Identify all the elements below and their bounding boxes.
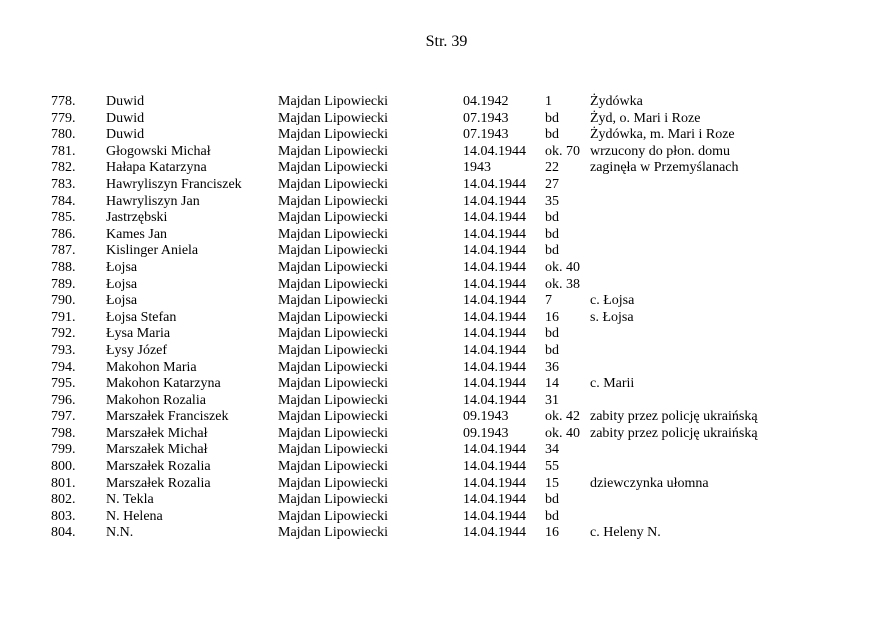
record-place: Majdan Lipowiecki — [278, 326, 389, 342]
table-row — [0, 426, 893, 443]
record-number: 795. — [51, 376, 76, 392]
record-name: Łojsa — [106, 276, 138, 292]
record-place: Majdan Lipowiecki — [278, 276, 389, 292]
record-age: 16 — [545, 525, 559, 541]
record-date: 14.04.1944 — [463, 359, 526, 375]
record-date: 14.04.1944 — [463, 210, 526, 226]
record-number: 791. — [51, 309, 76, 325]
record-place: Majdan Lipowiecki — [278, 127, 389, 143]
record-place: Majdan Lipowiecki — [278, 525, 389, 541]
record-age: 7 — [545, 293, 552, 309]
record-place: Majdan Lipowiecki — [278, 193, 389, 209]
record-name: Marszałek Michał — [106, 425, 208, 441]
record-name: Duwid — [106, 110, 145, 126]
table-row — [0, 144, 893, 161]
record-name: Łojsa Stefan — [106, 309, 177, 325]
record-number: 789. — [51, 276, 76, 292]
record-name: Marszałek Rozalia — [106, 475, 211, 491]
record-name: Marszałek Michał — [106, 442, 208, 458]
table-row — [0, 310, 893, 327]
records-list — [0, 94, 893, 542]
table-row — [0, 326, 893, 343]
record-number: 797. — [51, 409, 76, 425]
record-name: Duwid — [106, 94, 145, 109]
record-age: bd — [545, 110, 559, 126]
record-age: 31 — [545, 392, 559, 408]
record-name: Duwid — [106, 127, 145, 143]
record-age: ok. 38 — [545, 276, 580, 292]
record-name: Marszałek Rozalia — [106, 459, 211, 475]
record-name: Kames Jan — [106, 226, 168, 242]
table-row — [0, 127, 893, 144]
record-note: Żydówka, m. Mari i Roze — [590, 127, 735, 143]
record-age: 16 — [545, 309, 559, 325]
record-age: 36 — [545, 359, 559, 375]
record-date: 09.1943 — [463, 425, 509, 441]
record-number: 778. — [51, 94, 76, 109]
record-place: Majdan Lipowiecki — [278, 309, 389, 325]
record-date: 14.04.1944 — [463, 143, 526, 159]
record-name: Makohon Rozalia — [106, 392, 206, 408]
record-date: 14.04.1944 — [463, 475, 526, 491]
table-row — [0, 360, 893, 377]
record-number: 792. — [51, 326, 76, 342]
record-number: 800. — [51, 459, 76, 475]
record-date: 04.1942 — [463, 94, 509, 109]
record-number: 802. — [51, 492, 76, 508]
record-name: Makohon Maria — [106, 359, 197, 375]
record-note: zaginęła w Przemyślanach — [590, 160, 739, 176]
record-note: s. Łojsa — [590, 309, 634, 325]
record-age: 1 — [545, 94, 552, 109]
record-age: ok. 42 — [545, 409, 580, 425]
record-age: 27 — [545, 176, 559, 192]
record-date: 14.04.1944 — [463, 342, 526, 358]
record-name: N. Tekla — [106, 492, 154, 508]
record-number: 798. — [51, 425, 76, 441]
record-note: c. Łojsa — [590, 293, 635, 309]
record-date: 14.04.1944 — [463, 442, 526, 458]
record-number: 785. — [51, 210, 76, 226]
record-name: Łojsa — [106, 293, 138, 309]
record-age: 35 — [545, 193, 559, 209]
record-number: 780. — [51, 127, 76, 143]
table-row — [0, 94, 893, 111]
record-place: Majdan Lipowiecki — [278, 508, 389, 524]
record-name: Łysy Józef — [106, 342, 168, 358]
table-row — [0, 160, 893, 177]
table-row — [0, 476, 893, 493]
record-date: 14.04.1944 — [463, 226, 526, 242]
record-date: 14.04.1944 — [463, 392, 526, 408]
record-place: Majdan Lipowiecki — [278, 259, 389, 275]
table-row — [0, 376, 893, 393]
record-place: Majdan Lipowiecki — [278, 210, 389, 226]
record-note: Żyd, o. Mari i Roze — [590, 110, 701, 126]
record-date: 14.04.1944 — [463, 293, 526, 309]
record-age: ok. 40 — [545, 425, 580, 441]
record-number: 788. — [51, 259, 76, 275]
record-note: Żydówka — [590, 94, 643, 109]
record-age: bd — [545, 492, 559, 508]
table-row — [0, 393, 893, 410]
table-row — [0, 525, 893, 542]
record-place: Majdan Lipowiecki — [278, 409, 389, 425]
record-number: 790. — [51, 293, 76, 309]
table-row — [0, 442, 893, 459]
record-number: 783. — [51, 176, 76, 192]
record-number: 803. — [51, 508, 76, 524]
record-number: 786. — [51, 226, 76, 242]
record-place: Majdan Lipowiecki — [278, 243, 389, 259]
record-date: 14.04.1944 — [463, 326, 526, 342]
record-date: 07.1943 — [463, 110, 509, 126]
table-row — [0, 177, 893, 194]
record-place: Majdan Lipowiecki — [278, 492, 389, 508]
record-number: 794. — [51, 359, 76, 375]
record-number: 799. — [51, 442, 76, 458]
record-place: Majdan Lipowiecki — [278, 160, 389, 176]
record-date: 14.04.1944 — [463, 459, 526, 475]
record-number: 796. — [51, 392, 76, 408]
record-place: Majdan Lipowiecki — [278, 342, 389, 358]
record-date: 14.04.1944 — [463, 376, 526, 392]
record-date: 14.04.1944 — [463, 276, 526, 292]
record-place: Majdan Lipowiecki — [278, 459, 389, 475]
record-place: Majdan Lipowiecki — [278, 376, 389, 392]
table-row — [0, 210, 893, 227]
record-age: bd — [545, 210, 559, 226]
table-row — [0, 492, 893, 509]
record-date: 14.04.1944 — [463, 243, 526, 259]
record-age: 15 — [545, 475, 559, 491]
table-row — [0, 227, 893, 244]
record-age: 14 — [545, 376, 559, 392]
record-number: 784. — [51, 193, 76, 209]
record-note: c. Marii — [590, 376, 635, 392]
record-age: bd — [545, 326, 559, 342]
table-row — [0, 293, 893, 310]
record-note: zabity przez policję ukraińską — [590, 409, 758, 425]
record-note: dziewczynka ułomna — [590, 475, 709, 491]
record-number: 782. — [51, 160, 76, 176]
table-row — [0, 509, 893, 526]
record-place: Majdan Lipowiecki — [278, 425, 389, 441]
record-age: 34 — [545, 442, 559, 458]
table-row — [0, 194, 893, 211]
record-name: N.N. — [106, 525, 134, 541]
record-place: Majdan Lipowiecki — [278, 475, 389, 491]
record-age: bd — [545, 127, 559, 143]
record-age: 55 — [545, 459, 559, 475]
record-place: Majdan Lipowiecki — [278, 392, 389, 408]
table-row — [0, 459, 893, 476]
record-name: Marszałek Franciszek — [106, 409, 229, 425]
record-place: Majdan Lipowiecki — [278, 359, 389, 375]
record-age: ok. 70 — [545, 143, 580, 159]
record-date: 14.04.1944 — [463, 259, 526, 275]
record-name: Hawryliszyn Jan — [106, 193, 200, 209]
record-date: 14.04.1944 — [463, 492, 526, 508]
table-row — [0, 243, 893, 260]
record-name: Jastrzębski — [106, 210, 168, 226]
table-row — [0, 409, 893, 426]
record-number: 787. — [51, 243, 76, 259]
record-place: Majdan Lipowiecki — [278, 176, 389, 192]
record-name: Głogowski Michał — [106, 143, 211, 159]
record-number: 804. — [51, 525, 76, 541]
record-name: Łysa Maria — [106, 326, 171, 342]
record-date: 1943 — [463, 160, 491, 176]
record-place: Majdan Lipowiecki — [278, 94, 389, 109]
record-note: zabity przez policję ukraińską — [590, 425, 758, 441]
record-name: Łojsa — [106, 259, 138, 275]
record-date: 14.04.1944 — [463, 309, 526, 325]
record-place: Majdan Lipowiecki — [278, 110, 389, 126]
record-name: Kislinger Aniela — [106, 243, 199, 259]
record-number: 779. — [51, 110, 76, 126]
record-age: bd — [545, 342, 559, 358]
record-date: 09.1943 — [463, 409, 509, 425]
record-name: N. Helena — [106, 508, 163, 524]
record-note: c. Heleny N. — [590, 525, 661, 541]
record-date: 14.04.1944 — [463, 176, 526, 192]
page-header: Str. 39 — [425, 33, 468, 50]
record-name: Hawryliszyn Franciszek — [106, 176, 242, 192]
record-place: Majdan Lipowiecki — [278, 293, 389, 309]
table-row — [0, 111, 893, 128]
record-number: 781. — [51, 143, 76, 159]
record-place: Majdan Lipowiecki — [278, 442, 389, 458]
record-age: bd — [545, 226, 559, 242]
record-age: 22 — [545, 160, 559, 176]
table-row — [0, 260, 893, 277]
record-place: Majdan Lipowiecki — [278, 143, 389, 159]
record-date: 14.04.1944 — [463, 508, 526, 524]
record-place: Majdan Lipowiecki — [278, 226, 389, 242]
record-number: 801. — [51, 475, 76, 491]
record-date: 14.04.1944 — [463, 525, 526, 541]
record-name: Hałapa Katarzyna — [106, 160, 207, 176]
record-name: Makohon Katarzyna — [106, 376, 221, 392]
record-date: 07.1943 — [463, 127, 509, 143]
record-date: 14.04.1944 — [463, 193, 526, 209]
record-note: wrzucony do płon. domu — [590, 143, 730, 159]
record-age: ok. 40 — [545, 259, 580, 275]
record-age: bd — [545, 243, 559, 259]
table-row — [0, 343, 893, 360]
table-row — [0, 277, 893, 294]
record-age: bd — [545, 508, 559, 524]
record-number: 793. — [51, 342, 76, 358]
